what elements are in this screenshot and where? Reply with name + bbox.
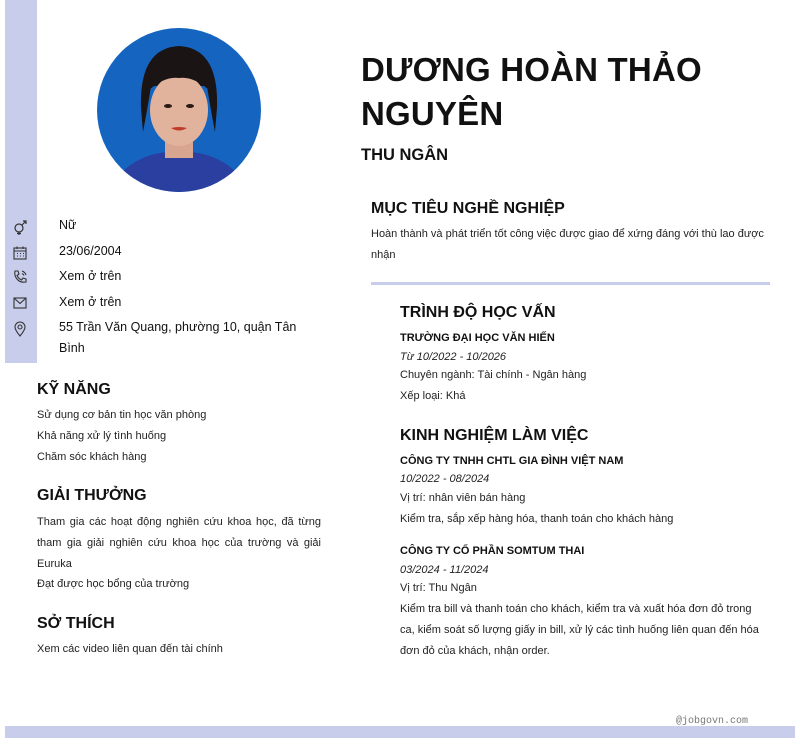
job-role: THU NGÂN (361, 146, 449, 164)
hobby-text: Xem các video liên quan đến tài chính (37, 643, 223, 655)
section-divider (371, 282, 770, 285)
skill-item: Khả năng xử lý tình huống (37, 430, 167, 442)
job-period: 03/2024 - 11/2024 (400, 564, 489, 576)
award-line: Đạt được học bổng của trường (37, 578, 190, 590)
awards-title: GIẢI THƯỞNG (37, 487, 147, 504)
education-title: TRÌNH ĐỘ HỌC VẤN (400, 304, 556, 321)
objective-title: MỤC TIÊU NGHỀ NGHIỆP (371, 200, 565, 217)
avatar (97, 28, 261, 192)
job-description: Kiểm tra bill và thanh toán cho khách, kiểm tra và xuất hóa đơn đỏ trong ca, kiểm soát số lượng giấy in bill, xử lý các tình huống liên quan đến hóa đơn đỏ của khách, nhận order. (400, 603, 759, 657)
hobbies-title: SỞ THÍCH (37, 615, 115, 632)
bottom-accent-bar (5, 726, 795, 738)
job-position: Vị trí: Thu Ngân (400, 582, 477, 594)
experience-title: KINH NGHIỆM LÀM VIỆC (400, 427, 589, 444)
full-name: DƯƠNG HOÀN THẢO NGUYÊN (361, 51, 702, 132)
location-icon (12, 321, 28, 337)
education-period: Từ 10/2022 - 10/2026 (400, 351, 507, 363)
skills-title: KỸ NĂNG (37, 381, 111, 398)
job-description: Kiểm tra, sắp xếp hàng hóa, thanh toán cho khách hàng (400, 513, 674, 525)
watermark: @jobgovn.com (676, 716, 749, 727)
gender-icon (12, 219, 28, 235)
education-major: Chuyên ngành: Tài chính - Ngân hàng (400, 369, 587, 381)
job-company: CÔNG TY TNHH CHTL GIA ĐÌNH VIỆT NAM (400, 455, 624, 467)
school-name: TRƯỜNG ĐẠI HỌC VĂN HIẾN (400, 332, 555, 344)
mail-icon (12, 295, 28, 311)
skill-item: Sử dụng cơ bản tin học văn phòng (37, 409, 207, 421)
calendar-icon (12, 245, 28, 261)
skill-item: Chăm sóc khách hàng (37, 451, 147, 463)
job-company: CÔNG TY CỔ PHẦN SOMTUM THAI (400, 545, 585, 557)
job-period: 10/2022 - 08/2024 (400, 473, 490, 485)
objective-text: Hoàn thành và phát triển tốt công việc được giao để xứng đáng với thù lao được nhận (371, 228, 764, 261)
phone-icon (12, 269, 28, 285)
award-text: Tham gia các hoạt động nghiên cứu khoa học, đã từng tham gia giải nghiên cứu khoa học của trường và giải Euruka (37, 516, 321, 570)
education-rank: Xếp loại: Khá (400, 390, 466, 402)
job-position: Vị trí: nhân viên bán hàng (400, 492, 526, 504)
